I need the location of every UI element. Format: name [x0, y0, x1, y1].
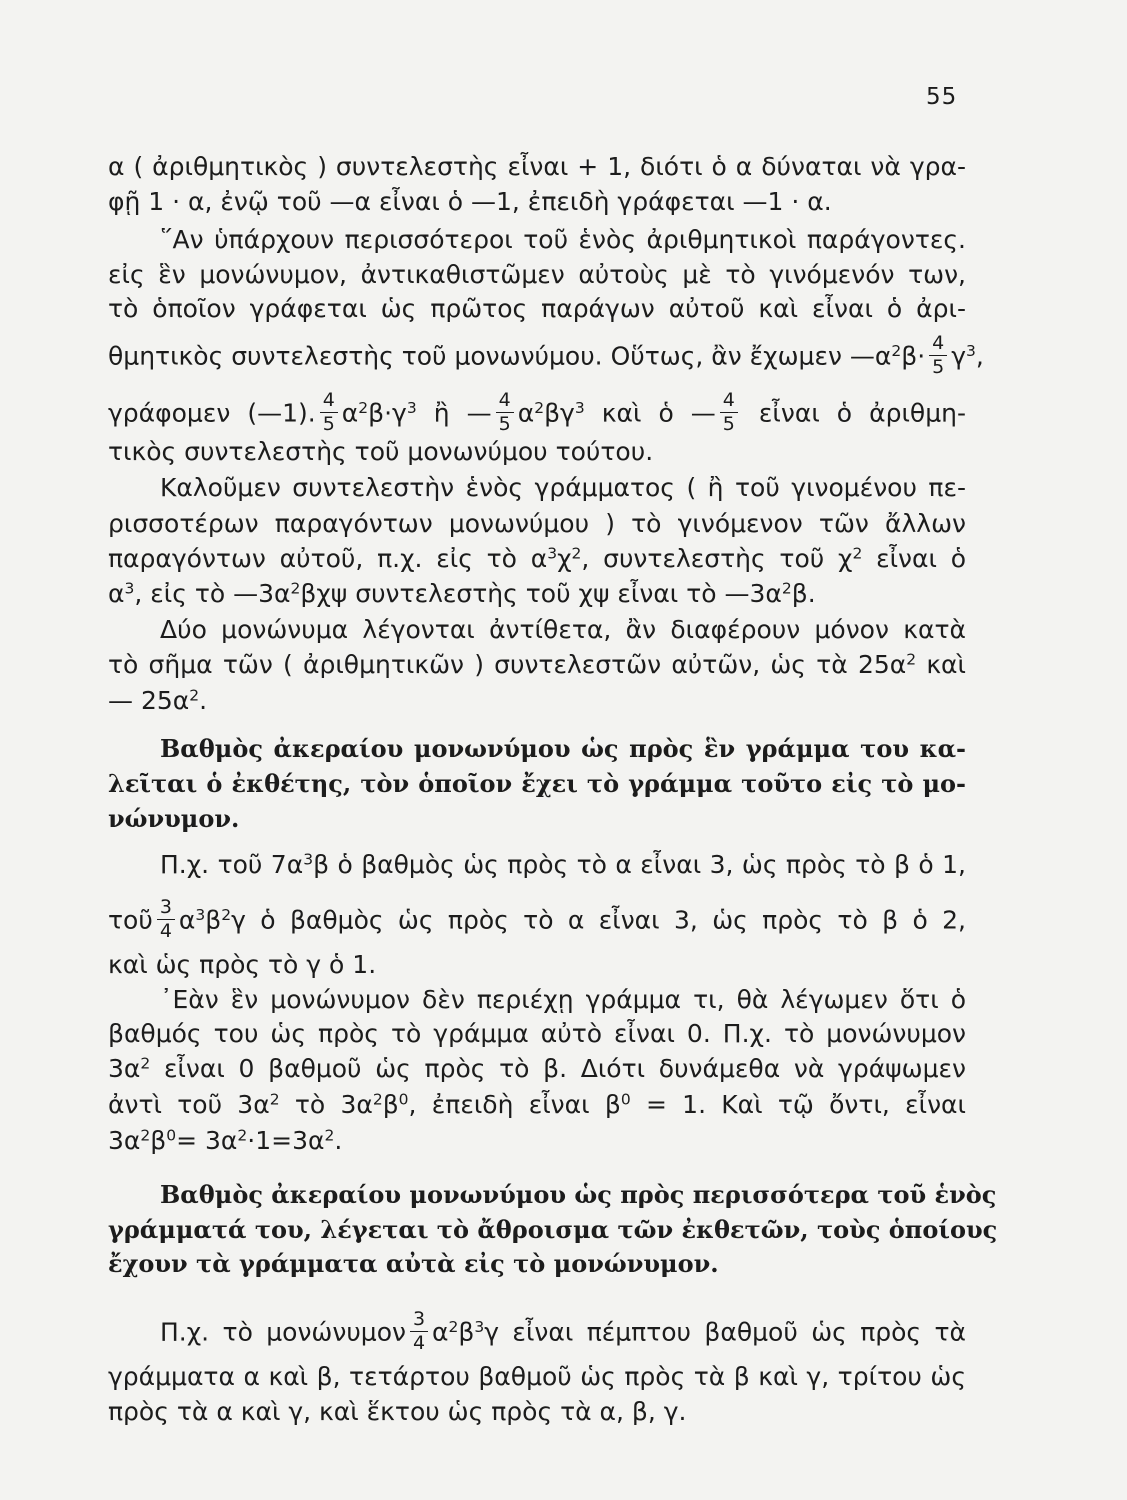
fraction: $\frac{3}{4}$ — [157, 898, 175, 941]
definition-line: νώνυμον. — [108, 804, 240, 833]
definition-line: γράμματά του, λέγεται τὸ ἄθροισμα τῶν ἐκθετῶν, τοὺς ὁποίους — [108, 1215, 998, 1244]
text-line: ᾿Εὰν ἓν μονώνυμον δὲν περιέχῃ γράμμα τι, θὰ λέγωμεν ὅτι ὁ — [160, 985, 966, 1014]
text-line: βαθμός του ὡς πρὸς τὸ γράμμα αὐτὸ εἶναι 0. Π.χ. τὸ μονώνυμον — [108, 1019, 966, 1048]
text-line: α ( ἀριθμητικὸς ) συντελεστὴς εἶναι + 1, διότι ὁ α δύναται νὰ γρα- — [108, 152, 966, 181]
text-line: ἀντὶ τοῦ $3\alpha^2$ τὸ $3\alpha^2\beta^0$, ἐπειδὴ εἶναι $\beta^0 = 1$. Καὶ τῷ ὄντι, εἶναι — [108, 1090, 966, 1119]
text-line: τὸ σῆμα τῶν ( ἀριθμητικῶν ) συντελεστῶν αὐτῶν, ὡς τὰ $25\alpha^2$ καὶ — [108, 650, 966, 679]
text-line: θμητικὸς συντελεστὴς τοῦ μονωνύμου. Οὕτως, ἂν ἔχωμεν $—\alpha^2\beta\cdot$ $\frac{4}{5}$ $\gamma^3$, — [108, 332, 984, 378]
text-line: φῇ 1 · α, ἐνῷ τοῦ —α εἶναι ὁ —1, ἐπειδὴ γράφεται —1 · α. — [108, 187, 832, 216]
text-line: τὸ ὁποῖον γράφεται ὡς πρῶτος παράγων αὐτοῦ καὶ εἶναι ὁ ἀρι- — [108, 294, 966, 323]
text-line: τοῦ $\frac{3}{4}$ $\alpha^3\beta^2\gamma$ ὁ βαθμὸς ὡς πρὸς τὸ α εἶναι 3, ὡς πρὸς τὸ β ὁ 2, — [108, 896, 966, 942]
text-line: Π.χ. τοῦ $7\alpha^3\beta$ ὁ βαθμὸς ὡς πρὸς τὸ α εἶναι 3, ὡς πρὸς τὸ β ὁ 1, — [160, 850, 966, 879]
fraction: $\frac{4}{5}$ — [929, 334, 947, 377]
definition-line: Βαθμὸς ἀκεραίου μονωνύμου ὡς πρὸς ἓν γράμμα του κα- — [160, 734, 966, 763]
text-line: καὶ ὡς πρὸς τὸ γ ὁ 1. — [108, 950, 377, 979]
text-line: Π.χ. τὸ μονώνυμον $\frac{3}{4}$ $\alpha^2\beta^3\gamma$ εἶναι πέμπτου βαθμοῦ ὡς πρὸς τὰ — [160, 1308, 966, 1354]
text-line: — $25\alpha^2$. — [108, 686, 208, 715]
fraction: $\frac{4}{5}$ — [720, 391, 738, 434]
text-line: εἰς ἓν μονώνυμον, ἀντικαθιστῶμεν αὐτοὺς μὲ τὸ γινόμενόν των, — [108, 260, 966, 289]
text-line: Δύο μονώνυμα λέγονται ἀντίθετα, ἂν διαφέρουν μόνον κατὰ — [160, 615, 966, 644]
fraction: $\frac{3}{4}$ — [410, 1310, 428, 1353]
definition-line: Βαθμὸς ἀκεραίου μονωνύμου ὡς πρὸς περισσότερα τοῦ ἑνὸς — [160, 1180, 997, 1209]
text-line: πρὸς τὰ α καὶ γ, καὶ ἕκτου ὡς πρὸς τὰ α, β, γ. — [108, 1397, 687, 1426]
text-line: παραγόντων αὐτοῦ, π.χ. εἰς τὸ $\alpha^3\chi^2$, συντελεστὴς τοῦ $\chi^2$ εἶναι ὁ — [108, 544, 966, 573]
text-line: ῞Αν ὑπάρχουν περισσότεροι τοῦ ἑνὸς ἀριθμητικοὶ παράγοντες. — [160, 225, 966, 254]
fraction: $\frac{4}{5}$ — [320, 391, 338, 434]
text-line: $\alpha^3$, εἰς τὸ $—3\alpha^2\beta\chi\psi$ συντελεστὴς τοῦ χψ εἶναι τὸ $—3\alpha^2\beta$. — [108, 579, 816, 608]
text-line: γράμματα α καὶ β, τετάρτου βαθμοῦ ὡς πρὸς τὰ β καὶ γ, τρίτου ὡς — [108, 1362, 966, 1391]
text-line: Καλοῦμεν συντελεστὴν ἑνὸς γράμματος ( ἢ τοῦ γινομένου πε- — [160, 473, 966, 502]
definition-line: ἔχουν τὰ γράμματα αὐτὰ εἰς τὸ μονώνυμον. — [108, 1249, 719, 1278]
text-line: $3\alpha^2\beta^0= 3\alpha^2\cdot 1=3\alpha^2$. — [108, 1126, 343, 1155]
text-line: $3\alpha^2$ εἶναι 0 βαθμοῦ ὡς πρὸς τὸ β. Διότι δυνάμεθα νὰ γράψωμεν — [108, 1054, 966, 1083]
page-number: 55 — [926, 84, 958, 110]
text-line: ρισσοτέρων παραγόντων μονωνύμου ) τὸ γινόμενον τῶν ἄλλων — [108, 509, 966, 538]
text-line: τικὸς συντελεστὴς τοῦ μονωνύμου τούτου. — [108, 437, 654, 466]
fraction: $\frac{4}{5}$ — [496, 391, 514, 434]
text-line: γράφομεν (—1). $\frac{4}{5}$ $\alpha^2\beta\cdot\gamma^3$ ἢ — $\frac{4}{5}$ $\alpha^2\beta\gamma^3$ καὶ ὁ — $\frac{4}{5}$ εἶναι ὁ ἀριθμη- — [108, 389, 967, 435]
definition-line: λεῖται ὁ ἐκθέτης, τὸν ὁποῖον ἔχει τὸ γράμμα τοῦτο εἰς τὸ μο- — [108, 769, 966, 798]
